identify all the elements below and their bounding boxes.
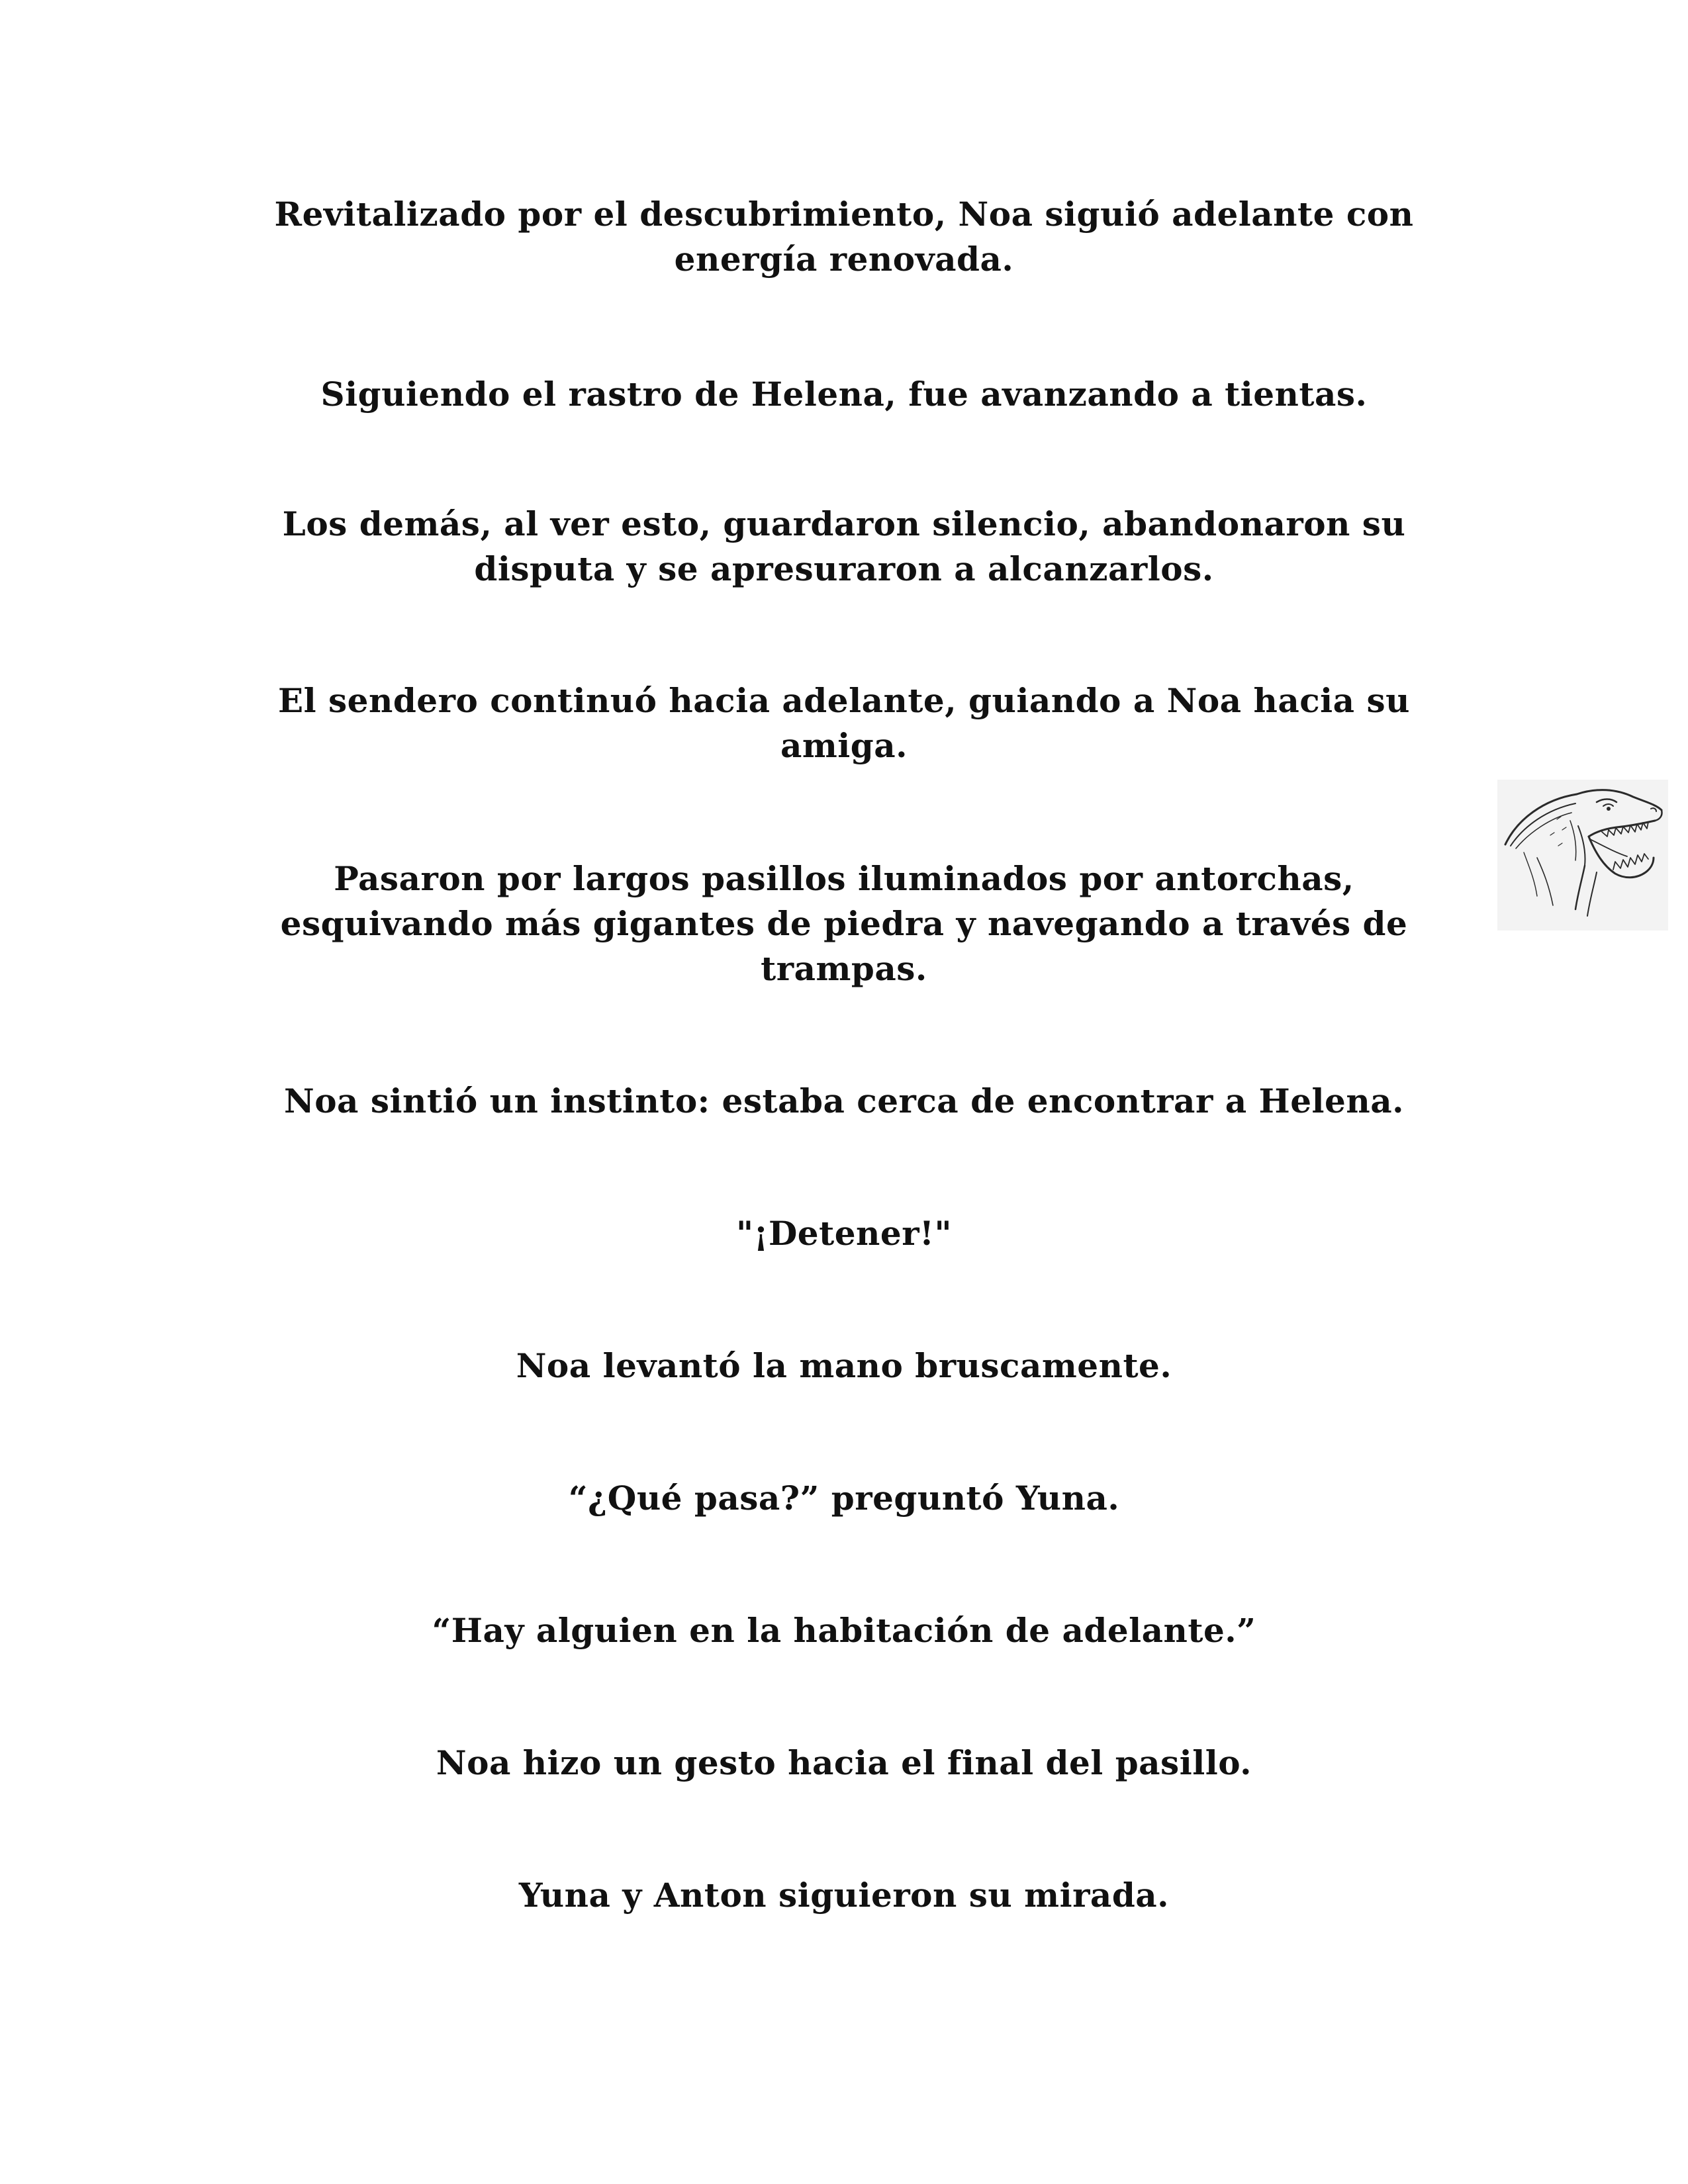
paragraph-2: Siguiendo el rastro de Helena, fue avanzando a tientas.: [320, 375, 1368, 414]
dinosaur-head-sketch-icon: [1497, 780, 1668, 931]
paragraph-11: Noa hizo un gesto hacia el final del pasillo.: [436, 1743, 1252, 1782]
paragraph-7: "¡Detener!": [735, 1214, 953, 1253]
paragraph-8: Noa levantó la mano bruscamente.: [516, 1346, 1172, 1385]
paragraph-1: Revitalizado por el descubrimiento, Noa siguió adelante con energía renovada.: [274, 195, 1414, 279]
paragraph-6: Noa sintió un instinto: estaba cerca de encontrar a Helena.: [283, 1081, 1405, 1120]
paragraph-10: “Hay alguien en la habitación de adelante.”: [432, 1611, 1256, 1650]
paragraph-5: Pasaron por largos pasillos iluminados por antorchas, esquivando más gigantes de piedra y navegando a través de trampas.: [280, 859, 1408, 988]
paragraph-9: “¿Qué pasa?” preguntó Yuna.: [568, 1479, 1120, 1518]
paragraph-4: El sendero continuó hacia adelante, guiando a Noa hacia su amiga.: [278, 681, 1410, 765]
paragraph-3: Los demás, al ver esto, guardaron silencio, abandonaron su disputa y se apresuraron a alcanzarlos.: [282, 504, 1406, 588]
paragraph-12: Yuna y Anton siguieron su mirada.: [518, 1876, 1170, 1915]
